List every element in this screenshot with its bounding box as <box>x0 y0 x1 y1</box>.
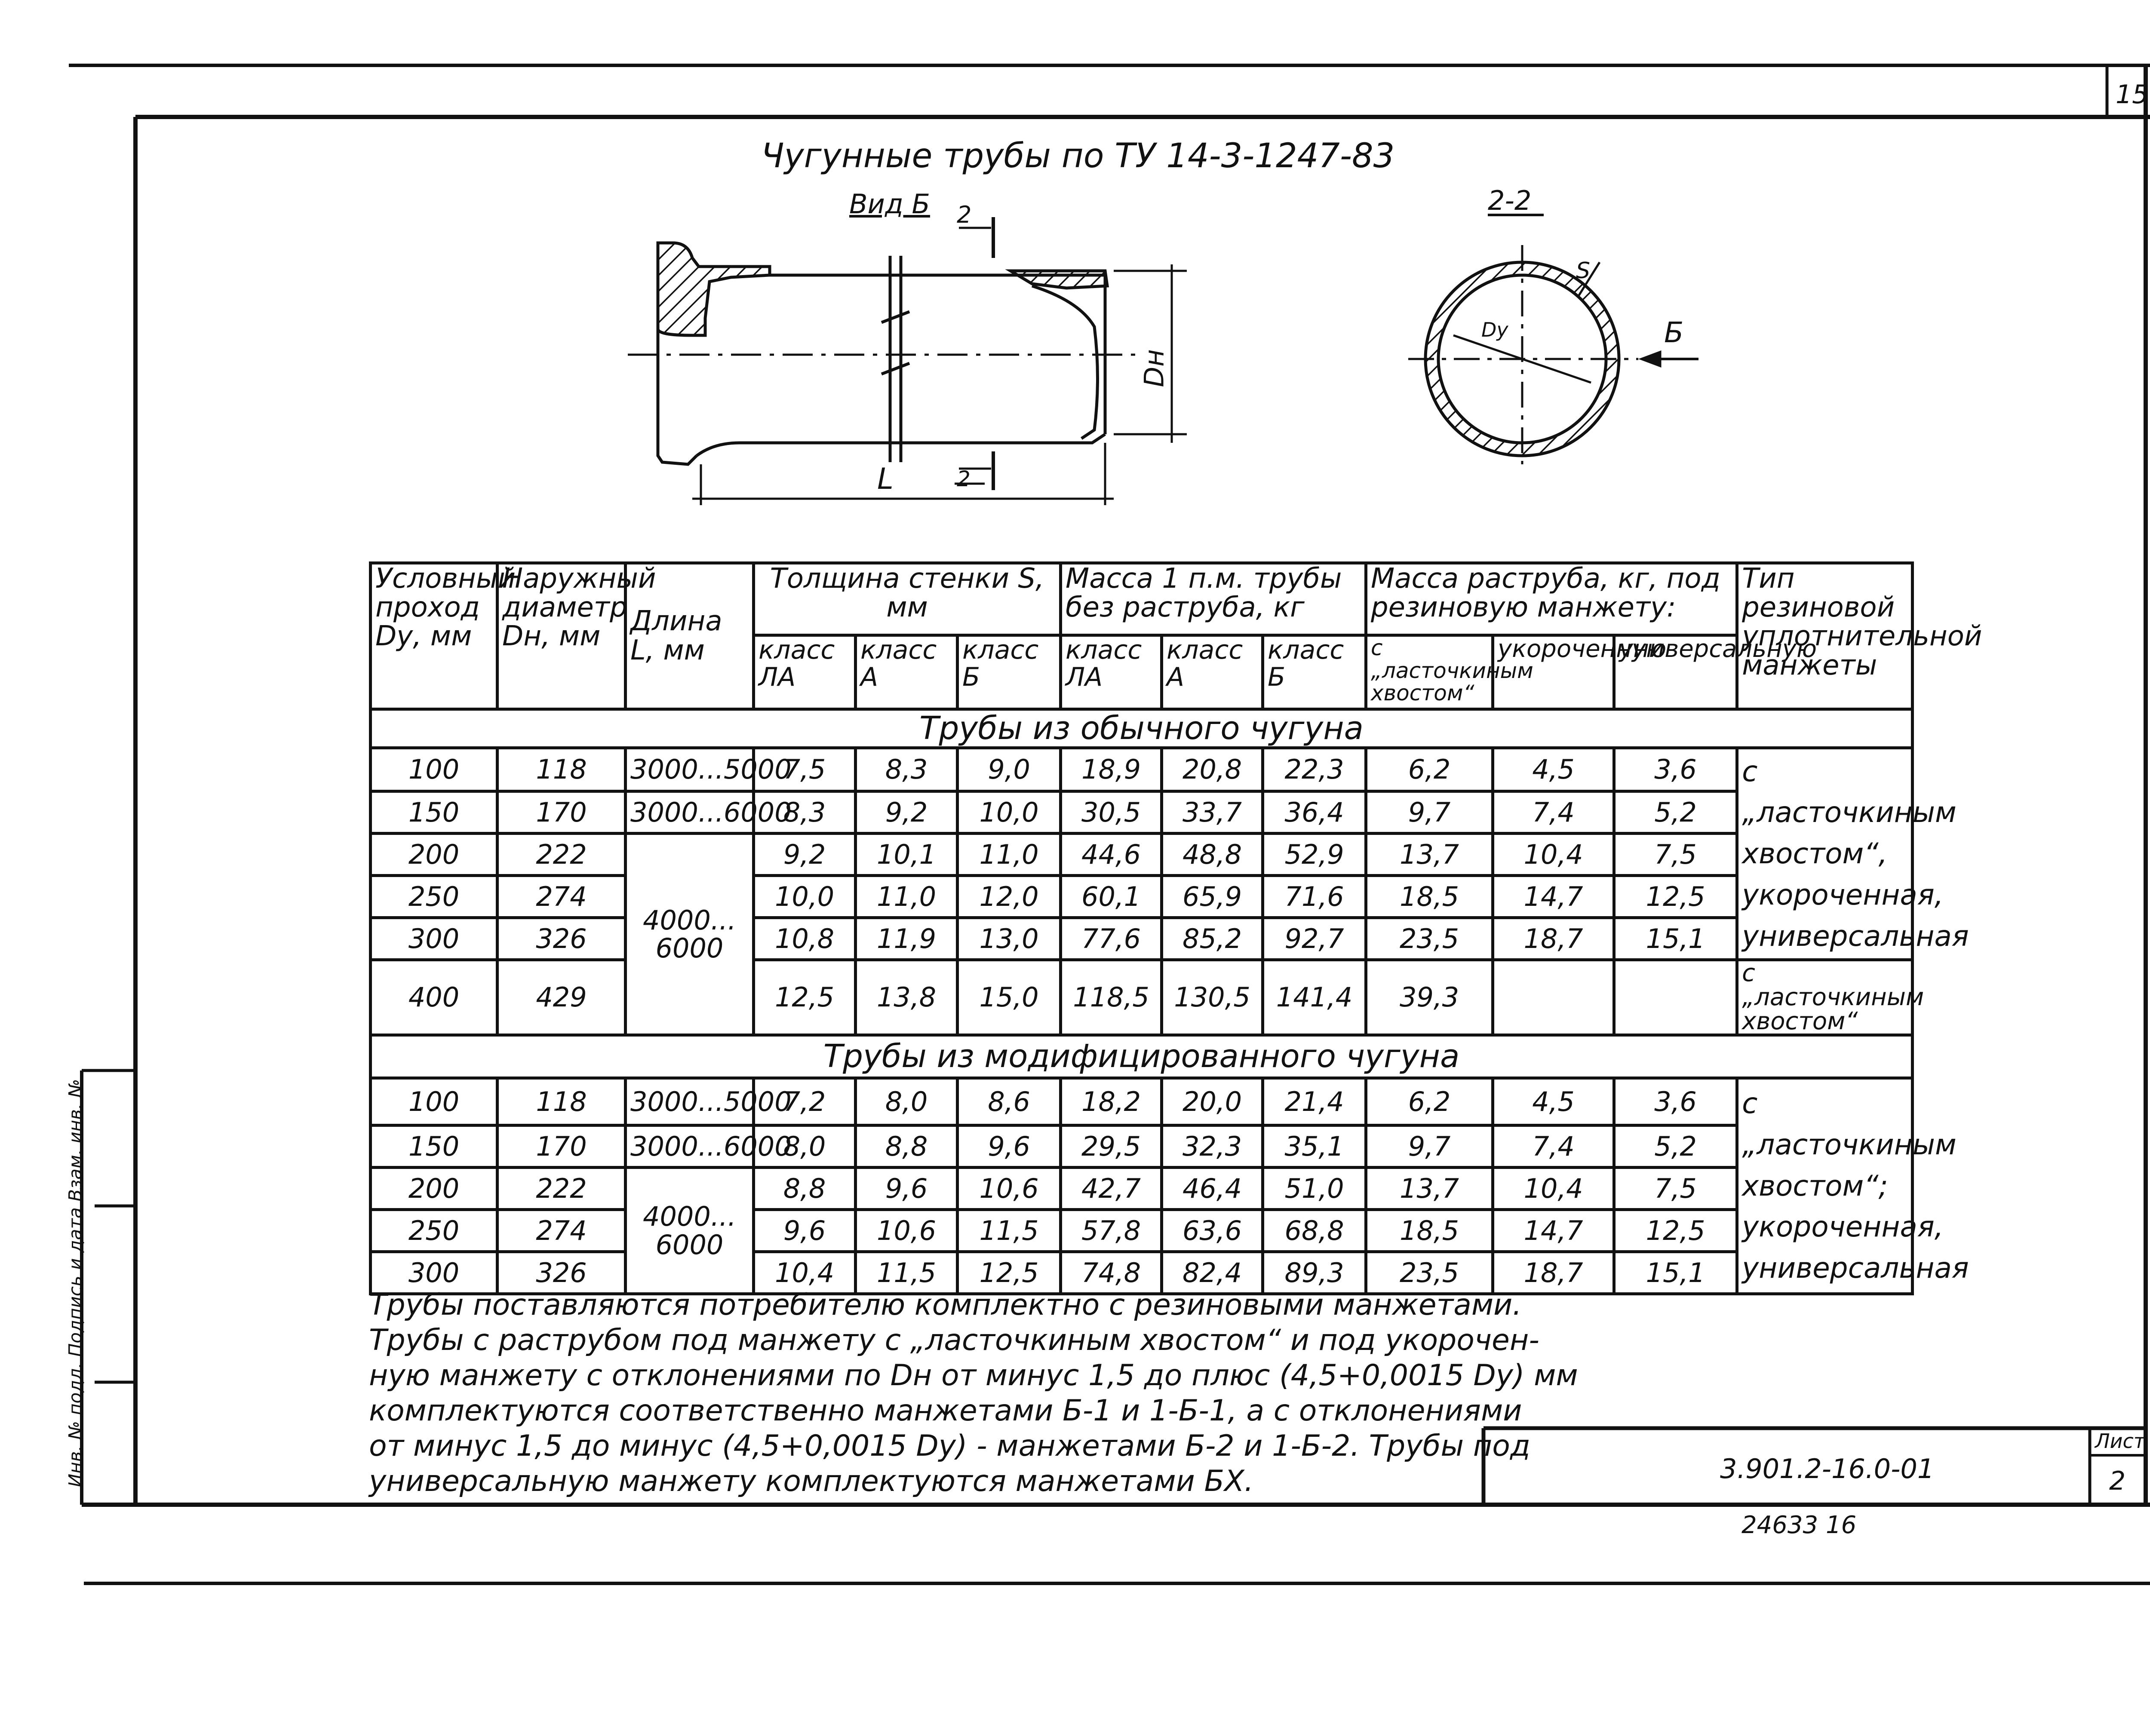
sheet-label: Лист <box>2095 1429 2145 1453</box>
cell-socket-short: 7,4 <box>1493 791 1614 834</box>
cell-mass-la: 60,1 <box>1061 876 1162 918</box>
cell-mass-la: 18,9 <box>1061 748 1162 791</box>
cell-dn: 222 <box>498 834 626 876</box>
cell-socket-dovetail: 6,2 <box>1366 1078 1493 1126</box>
note-line: ную манжету с отклонениями по Dн от минус 1,5 до плюс (4,5+0,0015 Dу) мм <box>369 1359 1578 1392</box>
cell-wall-a: 9,2 <box>856 791 958 834</box>
note-line: Трубы с раструбом под манжету с „ласточкиным хвостом“ и под укорочен- <box>369 1323 1539 1357</box>
cell-length: 3000...5000 <box>626 1078 754 1126</box>
cell-mass-la: 42,7 <box>1061 1168 1162 1210</box>
cell-socket-dovetail: 23,5 <box>1366 1252 1493 1294</box>
header-mass-pm: Масса 1 п.м. трубы без раструба, кг <box>1061 563 1366 635</box>
cell-wall-a: 11,0 <box>856 876 958 918</box>
pipe-cross-section <box>1408 215 1698 464</box>
cell-mass-b: 71,6 <box>1263 876 1366 918</box>
cell-wall-b: 8,6 <box>958 1078 1061 1126</box>
cell-mass-la: 118,5 <box>1061 960 1162 1035</box>
cell-socket-short <box>1493 960 1614 1035</box>
header-dn: Наружный диаметр Dн, мм <box>498 563 626 709</box>
cell-length: 3000...5000 <box>626 748 754 791</box>
header-seal-type: Тип резиновой уплотнительной манжеты <box>1737 563 1913 709</box>
cell-wall-a: 10,6 <box>856 1210 958 1252</box>
cell-socket-universal: 12,5 <box>1614 1210 1737 1252</box>
cell-socket-dovetail: 18,5 <box>1366 876 1493 918</box>
cell-socket-short: 18,7 <box>1493 1252 1614 1294</box>
table-row <box>371 1078 1913 1126</box>
section-label: 2-2 <box>1488 185 1532 216</box>
sheet-number: 2 <box>2109 1466 2126 1496</box>
cell-mass-la: 44,6 <box>1061 834 1162 876</box>
cell-wall-la: 10,4 <box>754 1252 856 1294</box>
cell-socket-short: 10,4 <box>1493 1168 1614 1210</box>
table-row <box>371 791 1913 834</box>
cell-wall-b: 10,0 <box>958 791 1061 834</box>
cell-socket-short: 14,7 <box>1493 1210 1614 1252</box>
cell-mass-b: 21,4 <box>1263 1078 1366 1126</box>
cell-dn: 170 <box>498 791 626 834</box>
cell-mass-b: 92,7 <box>1263 918 1366 960</box>
arrow-label: Б <box>1664 316 1684 349</box>
cell-socket-short: 10,4 <box>1493 834 1614 876</box>
subheader-mass-la: класс ЛА <box>1061 635 1162 709</box>
pipe-side-view <box>628 217 1187 505</box>
section-title: Трубы из модифицированного чугуна <box>371 1035 1913 1078</box>
cell-socket-universal: 7,5 <box>1614 1168 1737 1210</box>
cell-mass-a: 20,8 <box>1162 748 1263 791</box>
cell-socket-universal: 3,6 <box>1614 748 1737 791</box>
cell-wall-a: 9,6 <box>856 1168 958 1210</box>
subheader-socket-dovetail: с „ласточкиным хвостом“ <box>1366 635 1493 709</box>
subheader-wall-b: класс Б <box>958 635 1061 709</box>
cell-seal-type: с „ласточкиным хвостом“ <box>1737 960 1913 1035</box>
cell-wall-b: 12,0 <box>958 876 1061 918</box>
cell-dn: 274 <box>498 876 626 918</box>
cell-socket-universal: 5,2 <box>1614 791 1737 834</box>
cell-socket-universal: 15,1 <box>1614 1252 1737 1294</box>
wall-label: S <box>1576 258 1591 284</box>
cell-socket-short: 7,4 <box>1493 1126 1614 1168</box>
cell-wall-la: 9,2 <box>754 834 856 876</box>
cell-mass-b: 36,4 <box>1263 791 1366 834</box>
cell-socket-universal: 15,1 <box>1614 918 1737 960</box>
table-row <box>371 1210 1913 1252</box>
note-line: от минус 1,5 до минус (4,5+0,0015 Dу) - манжетами Б-2 и 1-Б-2. Трубы под <box>369 1429 1530 1463</box>
cell-mass-la: 57,8 <box>1061 1210 1162 1252</box>
table-row <box>371 960 1913 1035</box>
cell-dn: 222 <box>498 1168 626 1210</box>
dim-dn-label: Dн <box>1138 349 1170 387</box>
cell-dy: 300 <box>371 1252 498 1294</box>
cell-mass-a: 33,7 <box>1162 791 1263 834</box>
cell-mass-b: 35,1 <box>1263 1126 1366 1168</box>
cut-label-top: 2 <box>957 201 972 228</box>
note-line: универсальную манжету комплектуются манжетами БХ. <box>369 1464 1254 1498</box>
cell-socket-universal <box>1614 960 1737 1035</box>
cell-wall-la: 7,2 <box>754 1078 856 1126</box>
cell-dy: 200 <box>371 1168 498 1210</box>
cell-dy: 300 <box>371 918 498 960</box>
cell-mass-b: 52,9 <box>1263 834 1366 876</box>
cell-wall-la: 10,8 <box>754 918 856 960</box>
cell-dy: 250 <box>371 876 498 918</box>
cell-socket-dovetail: 6,2 <box>1366 748 1493 791</box>
cell-wall-b: 10,6 <box>958 1168 1061 1210</box>
cell-mass-a: 20,0 <box>1162 1078 1263 1126</box>
cell-mass-a: 63,6 <box>1162 1210 1263 1252</box>
cell-socket-short: 4,5 <box>1493 748 1614 791</box>
subheader-socket-universal: универсальную <box>1614 635 1737 709</box>
subheader-mass-a: класс А <box>1162 635 1263 709</box>
table-row <box>371 1168 1913 1210</box>
cell-dn: 429 <box>498 960 626 1035</box>
cell-mass-la: 77,6 <box>1061 918 1162 960</box>
cell-wall-b: 13,0 <box>958 918 1061 960</box>
cell-wall-b: 9,0 <box>958 748 1061 791</box>
cell-mass-b: 22,3 <box>1263 748 1366 791</box>
cell-dy: 200 <box>371 834 498 876</box>
section-title: Трубы из обычного чугуна <box>371 709 1913 748</box>
cell-wall-a: 10,1 <box>856 834 958 876</box>
table-row <box>371 1126 1913 1168</box>
bottom-code: 24633 16 <box>1742 1511 1857 1539</box>
cell-mass-a: 32,3 <box>1162 1126 1263 1168</box>
cell-socket-universal: 12,5 <box>1614 876 1737 918</box>
table-row <box>371 834 1913 876</box>
cell-socket-dovetail: 23,5 <box>1366 918 1493 960</box>
cell-mass-la: 18,2 <box>1061 1078 1162 1126</box>
cell-mass-b: 51,0 <box>1263 1168 1366 1210</box>
cell-mass-la: 30,5 <box>1061 791 1162 834</box>
cell-wall-b: 15,0 <box>958 960 1061 1035</box>
cell-wall-la: 10,0 <box>754 876 856 918</box>
cell-dy: 150 <box>371 791 498 834</box>
subheader-wall-a: класс А <box>856 635 958 709</box>
cell-dn: 118 <box>498 748 626 791</box>
cell-wall-b: 9,6 <box>958 1126 1061 1168</box>
cell-dy: 100 <box>371 1078 498 1126</box>
cell-wall-la: 8,0 <box>754 1126 856 1168</box>
cell-mass-a: 82,4 <box>1162 1252 1263 1294</box>
cell-wall-la: 8,3 <box>754 791 856 834</box>
cell-socket-universal: 3,6 <box>1614 1078 1737 1126</box>
header-dy: Условный проход Dу, мм <box>371 563 498 709</box>
note-line: комплектуются соответственно манжетами Б-1 и 1-Б-1, а с отклонениями <box>369 1394 1522 1428</box>
cell-length: 3000...6000 <box>626 1126 754 1168</box>
header-wall: Толщина стенки S, мм <box>754 563 1061 635</box>
cell-wall-a: 8,0 <box>856 1078 958 1126</box>
cell-wall-a: 13,8 <box>856 960 958 1035</box>
cell-socket-short: 4,5 <box>1493 1078 1614 1126</box>
cell-dn: 326 <box>498 918 626 960</box>
cell-mass-la: 29,5 <box>1061 1126 1162 1168</box>
cell-wall-b: 11,0 <box>958 834 1061 876</box>
cell-mass-a: 46,4 <box>1162 1168 1263 1210</box>
cell-wall-la: 8,8 <box>754 1168 856 1210</box>
cell-dn: 326 <box>498 1252 626 1294</box>
cell-socket-universal: 7,5 <box>1614 834 1737 876</box>
cell-dy: 250 <box>371 1210 498 1252</box>
cell-wall-b: 11,5 <box>958 1210 1061 1252</box>
cell-length-shared: 4000... 6000 <box>626 1168 754 1294</box>
header-length: Длина L, мм <box>626 563 754 709</box>
cell-dn: 118 <box>498 1078 626 1126</box>
spec-table <box>369 561 1982 1295</box>
cell-dy: 400 <box>371 960 498 1035</box>
cell-dy: 100 <box>371 748 498 791</box>
subheader-socket-short: укороченную <box>1493 635 1614 709</box>
cell-socket-dovetail: 9,7 <box>1366 791 1493 834</box>
cell-dn: 170 <box>498 1126 626 1168</box>
cell-wall-la: 12,5 <box>754 960 856 1035</box>
cell-length: 3000...6000 <box>626 791 754 834</box>
cell-mass-a: 130,5 <box>1162 960 1263 1035</box>
cell-wall-a: 8,8 <box>856 1126 958 1168</box>
dim-l-label: L <box>877 462 894 496</box>
cell-wall-b: 12,5 <box>958 1252 1061 1294</box>
cell-mass-b: 141,4 <box>1263 960 1366 1035</box>
notes-block <box>369 1288 1578 1499</box>
cell-mass-b: 68,8 <box>1263 1210 1366 1252</box>
cell-socket-universal: 5,2 <box>1614 1126 1737 1168</box>
cell-mass-a: 85,2 <box>1162 918 1263 960</box>
subheader-wall-la: класс ЛА <box>754 635 856 709</box>
subheader-mass-b: класс Б <box>1263 635 1366 709</box>
cell-seal-type: с „ласточкиным хвостом“, укороченная, универсальная <box>1737 748 1913 960</box>
cell-socket-dovetail: 13,7 <box>1366 1168 1493 1210</box>
cell-mass-b: 89,3 <box>1263 1252 1366 1294</box>
cell-socket-short: 18,7 <box>1493 918 1614 960</box>
cell-wall-la: 9,6 <box>754 1210 856 1252</box>
cell-wall-a: 8,3 <box>856 748 958 791</box>
note-line: Трубы поставляются потребителю комплектно с резиновыми манжетами. <box>369 1288 1522 1322</box>
cell-socket-dovetail: 9,7 <box>1366 1126 1493 1168</box>
cell-wall-a: 11,9 <box>856 918 958 960</box>
cut-label-bottom: 2 <box>957 466 971 491</box>
cell-mass-a: 65,9 <box>1162 876 1263 918</box>
cell-mass-la: 74,8 <box>1061 1252 1162 1294</box>
cell-seal-type: с „ласточкиным хвостом“; укороченная, универсальная <box>1737 1078 1913 1294</box>
cell-socket-dovetail: 39,3 <box>1366 960 1493 1035</box>
view-label: Вид Б <box>849 188 930 220</box>
table-row <box>371 918 1913 960</box>
table-row <box>371 876 1913 918</box>
cell-socket-dovetail: 18,5 <box>1366 1210 1493 1252</box>
doc-code: 3.901.2-16.0-01 <box>1720 1453 1935 1484</box>
cell-mass-a: 48,8 <box>1162 834 1263 876</box>
cell-wall-la: 7,5 <box>754 748 856 791</box>
cell-wall-a: 11,5 <box>856 1252 958 1294</box>
inner-d-label: Dу <box>1481 318 1508 341</box>
cell-socket-short: 14,7 <box>1493 876 1614 918</box>
cell-socket-dovetail: 13,7 <box>1366 834 1493 876</box>
table-row <box>371 748 1913 791</box>
header-mass-socket: Масса раструба, кг, под резиновую манжету: <box>1366 563 1737 635</box>
cell-length-shared: 4000... 6000 <box>626 834 754 1035</box>
cell-dy: 150 <box>371 1126 498 1168</box>
page-title: Чугунные трубы по ТУ 14-3-1247-83 <box>761 137 1395 175</box>
cell-dn: 274 <box>498 1210 626 1252</box>
corner-number: 15 <box>2116 80 2149 110</box>
side-stamp: Инв. № подл. Подпись и дата Взам. инв. № <box>64 1079 86 1488</box>
